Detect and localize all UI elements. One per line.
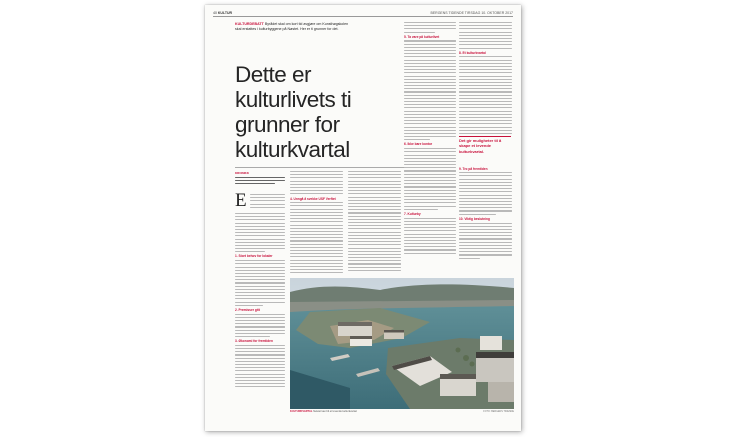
newspaper-page — [205, 5, 521, 431]
column-2 — [290, 171, 343, 275]
column-4 — [404, 22, 456, 275]
photo-caption — [290, 410, 514, 414]
publication-line: BERGENS TIDENDE TIRSDAG 10. OKTOBER 2017 — [430, 11, 513, 15]
quote-rule — [459, 136, 511, 137]
caption-text: Nøstet kan bli et levende kulturkvartal. — [313, 410, 358, 413]
column-3 — [348, 171, 401, 275]
kicker-label: KULTURDEBATT — [235, 22, 264, 26]
headline: Dette er kulturlivets ti grunner for kulturkvartal — [235, 62, 352, 162]
harbour-illustration — [290, 278, 514, 409]
subhead-9: 9. Tro på fremtiden — [459, 166, 488, 171]
subhead-8: 8. Et kulturkvartal — [459, 50, 486, 55]
section-number: 40 — [213, 11, 217, 15]
column-1-top — [250, 194, 285, 214]
subhead-4: 4. Unngå å svekke USF Verftet — [290, 196, 336, 201]
kicker — [235, 22, 355, 31]
subhead-5: 5. Ta vare på kulturlivet — [404, 34, 440, 39]
column-5-lower — [459, 165, 512, 275]
text-lines — [250, 194, 285, 210]
kicker-text: Byrådet skal om kort tid avgjøre om Kunsthøgskolen skal erstattes i kulturbyggene på Nøstet. Her er ti grunner for det. — [235, 22, 349, 31]
caption-label: KULTURKVARTAL — [290, 410, 313, 413]
column-1 — [235, 213, 285, 423]
photo-credit: FOTO: BERGENS TIDENDE — [483, 410, 514, 413]
section-name: KULTUR — [217, 11, 233, 15]
subhead-10: 10. Viktig beslutning — [459, 216, 490, 221]
subhead-1: 1. Stort behov for lokaler — [235, 254, 273, 259]
byline: KRONIKK — [235, 171, 249, 175]
aerial-photo — [290, 278, 514, 409]
subhead-3: 3. Økonomi for fremtiden — [235, 339, 273, 344]
intro-lines — [235, 177, 285, 186]
subhead-7: 7. Kulturby — [404, 211, 421, 216]
subhead-2: 2. Premisser gitt — [235, 307, 260, 312]
column-5 — [459, 22, 512, 134]
page-header — [213, 10, 513, 17]
drop-cap: E — [235, 190, 247, 211]
subhead-6: 6. Ikke bare kontor — [404, 142, 433, 147]
headline-rule — [235, 167, 420, 168]
pull-quote: Det gir muligheter til å skape et levende kulturkvartal. — [459, 138, 502, 154]
